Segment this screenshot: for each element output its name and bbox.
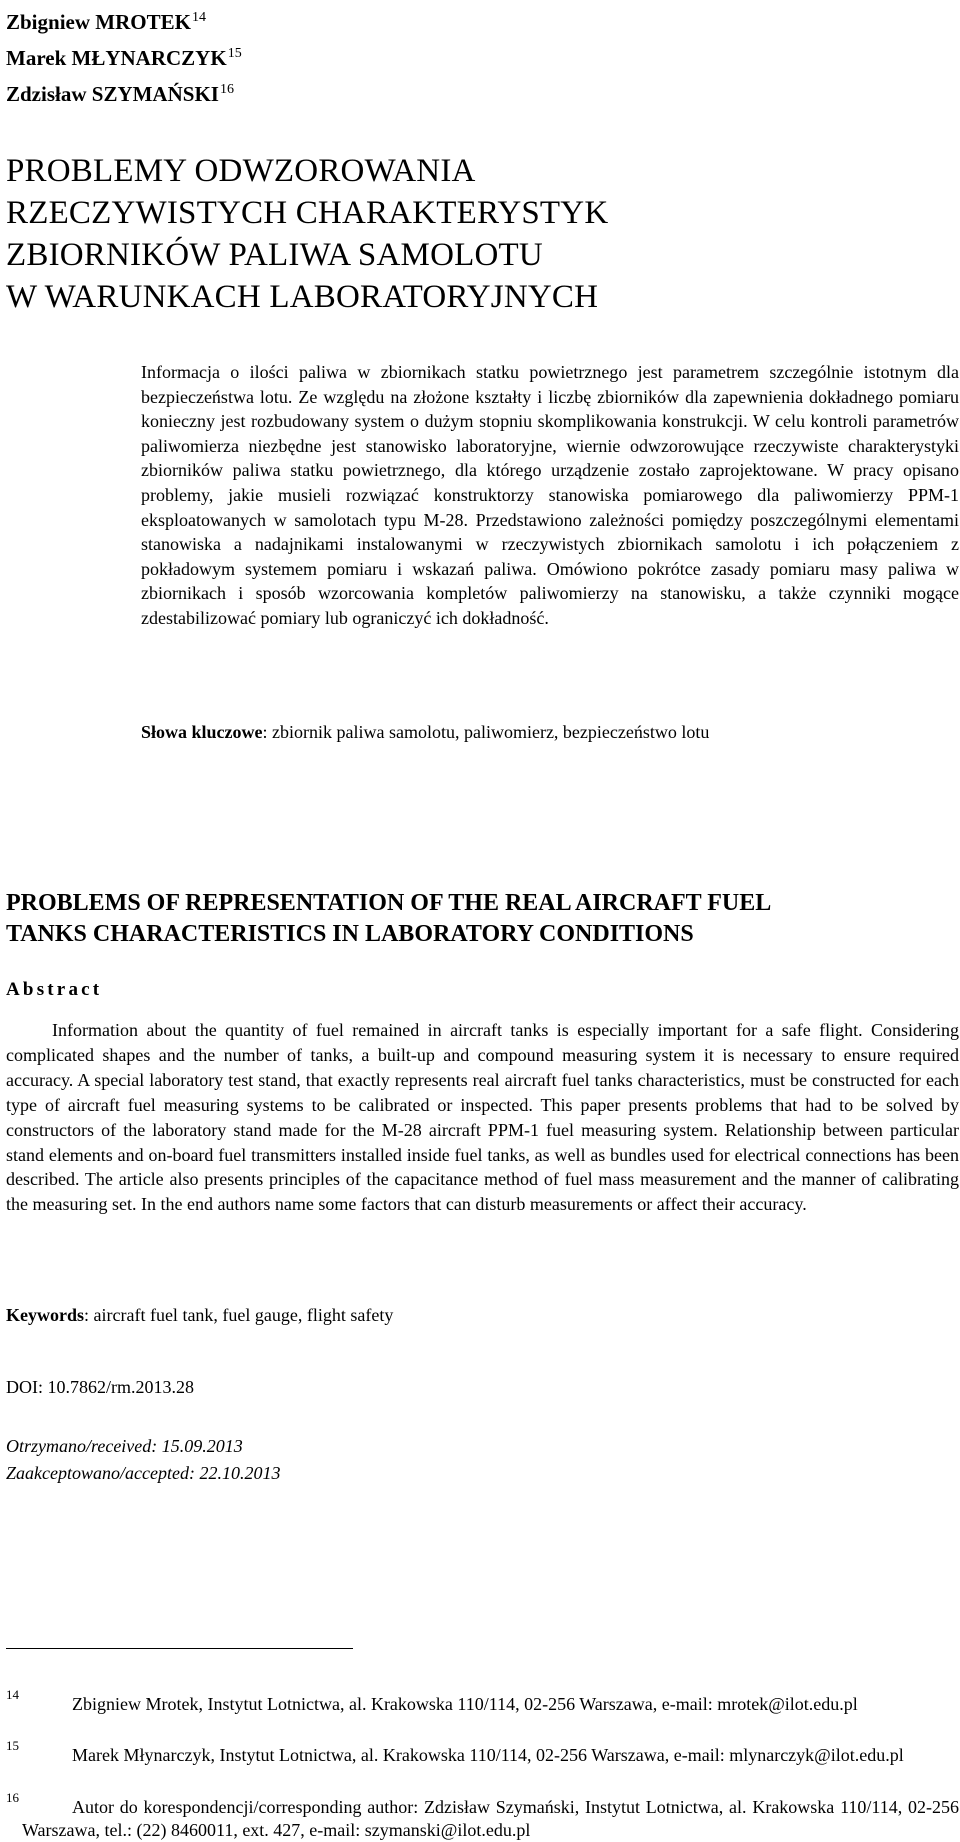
polish-abstract: Informacja o ilości paliwa w zbiornikach statku powietrznego jest parametrem szczególnie istotnym dla bezpieczeństwa lotu. Ze względu na złożone kształty i liczbę zbiorników dla zapewnienia dokładnego pomiaru konieczny jest rozbudowany system o dużym stopniu skomplikowania konstrukcji. W celu kontroli parametrów paliwomierza niezbędne jest stanowisko laboratoryjne, wiernie odwzorowujące rzeczywiste charakterystyki zbiorników paliwa statku powietrznego, dla którego urządzenie zostało zaprojektowane. W pracy opisano problemy, jakie musieli rozwiązać konstruktorzy stanowiska pomiarowego dla paliwomierzy PPM-1 eksploatowanych w samolotach typu M-28. Przedstawiono zależności pomiędzy poszczególnymi elementami stanowiska a nadajnikami instalowanymi w rzeczywistych zbiornikach samolotu i ich połączeniem z pokładowym systemem pomiaru i wskazań paliwa. Omówiono pokrótce zasady pomiaru masy paliwa w zbiornikach i sposób wzorcowania kompletów paliwomierzy na stanowisku, a także czynniki mogące zdestabilizować pomiary lub ograniczyć ich dokładność. [141, 362, 959, 628]
footnote-number: 15 [6, 1738, 19, 1753]
polish-title-line: ZBIORNIKÓW PALIWA SAMOLOTU [6, 237, 543, 273]
author-name: Zbigniew MROTEK [6, 10, 191, 34]
polish-title [6, 150, 608, 318]
footnote-14 [6, 1687, 959, 1716]
dates [6, 1433, 280, 1487]
footnote-text: Zbigniew Mrotek, Instytut Lotnictwa, al. Krakowska 110/114, 02-256 Warszawa, e-mail: mrotek@ilot.edu.pl [72, 1694, 858, 1714]
author-2 [6, 38, 242, 74]
english-title-line: TANKS CHARACTERISTICS IN LABORATORY CONDITIONS [6, 921, 694, 947]
received-date: Otrzymano/received: 15.09.2013 [6, 1436, 243, 1456]
polish-title-line: RZECZYWISTYCH CHARAKTERYSTYK [6, 195, 609, 231]
polish-title-line: PROBLEMY ODWZOROWANIA [6, 153, 476, 189]
english-keywords-label: Keywords [6, 1305, 84, 1325]
footnote-16 [6, 1790, 959, 1842]
footnote-15 [6, 1738, 959, 1767]
footnote-text: Autor do korespondencji/corresponding author: Zdzisław Szymański, Instytut Lotnictwa, al. Krakowska 110/114, 02-256 Warszawa, tel.: (22) 8460011, ext. 427, e-mail: szymanski@ilot.edu.pl [22, 1797, 959, 1840]
author-footnote-ref[interactable]: 15 [227, 46, 242, 61]
english-keywords-text: : aircraft fuel tank, fuel gauge, flight safety [84, 1305, 394, 1325]
polish-keywords-text: : zbiornik paliwa samolotu, paliwomierz, bezpieczeństwo lotu [262, 722, 710, 742]
abstract-heading: Abstract [6, 979, 103, 1000]
footnote-number: 16 [6, 1790, 19, 1805]
footnote-divider [6, 1648, 353, 1649]
author-name: Zdzisław SZYMAŃSKI [6, 82, 219, 106]
author-name: Marek MŁYNARCZYK [6, 46, 227, 70]
polish-title-line: W WARUNKACH LABORATORYJNYCH [6, 279, 599, 315]
author-1 [6, 2, 242, 38]
polish-keywords-label: Słowa kluczowe [141, 722, 263, 742]
english-title-line: PROBLEMS OF REPRESENTATION OF THE REAL AIRCRAFT FUEL [6, 890, 772, 916]
footnote-text: Marek Młynarczyk, Instytut Lotnictwa, al. Krakowska 110/114, 02-256 Warszawa, e-mail: mlynarczyk@ilot.edu.pl [72, 1745, 904, 1765]
accepted-date: Zaakceptowano/accepted: 22.10.2013 [6, 1463, 281, 1483]
author-footnote-ref[interactable]: 14 [191, 10, 206, 25]
english-abstract: Information about the quantity of fuel remained in aircraft tanks is especially important for a safe flight. Considering complicated shapes and the number of tanks, a built-up and compound measuring system it is necessary to ensure required accuracy. A special laboratory test stand, that exactly represents real aircraft fuel tanks characteristics, must be constructed for each type of aircraft fuel measuring systems to be calibrated or inspected. This paper presents problems that had to be solved by constructors of the laboratory stand made for the M-28 aircraft PPM-1 fuel measuring system. Relationship between particular stand elements and on-board fuel transmitters installed inside fuel tanks, as well as bundles used for electrical connections has been described. The article also presents principles of the capacitance method of fuel mass measurement and the manner of calibrating the measuring set. In the end authors name some factors that can disturb measurements or affect their accuracy. [6, 1020, 959, 1215]
footnote-number: 14 [6, 1687, 19, 1702]
author-3 [6, 74, 242, 110]
english-keywords [6, 1305, 393, 1326]
author-footnote-ref[interactable]: 16 [219, 82, 234, 97]
english-title [6, 888, 771, 950]
polish-keywords [141, 722, 709, 743]
doi[interactable]: DOI: 10.7862/rm.2013.28 [6, 1377, 194, 1397]
author-list [6, 2, 242, 110]
